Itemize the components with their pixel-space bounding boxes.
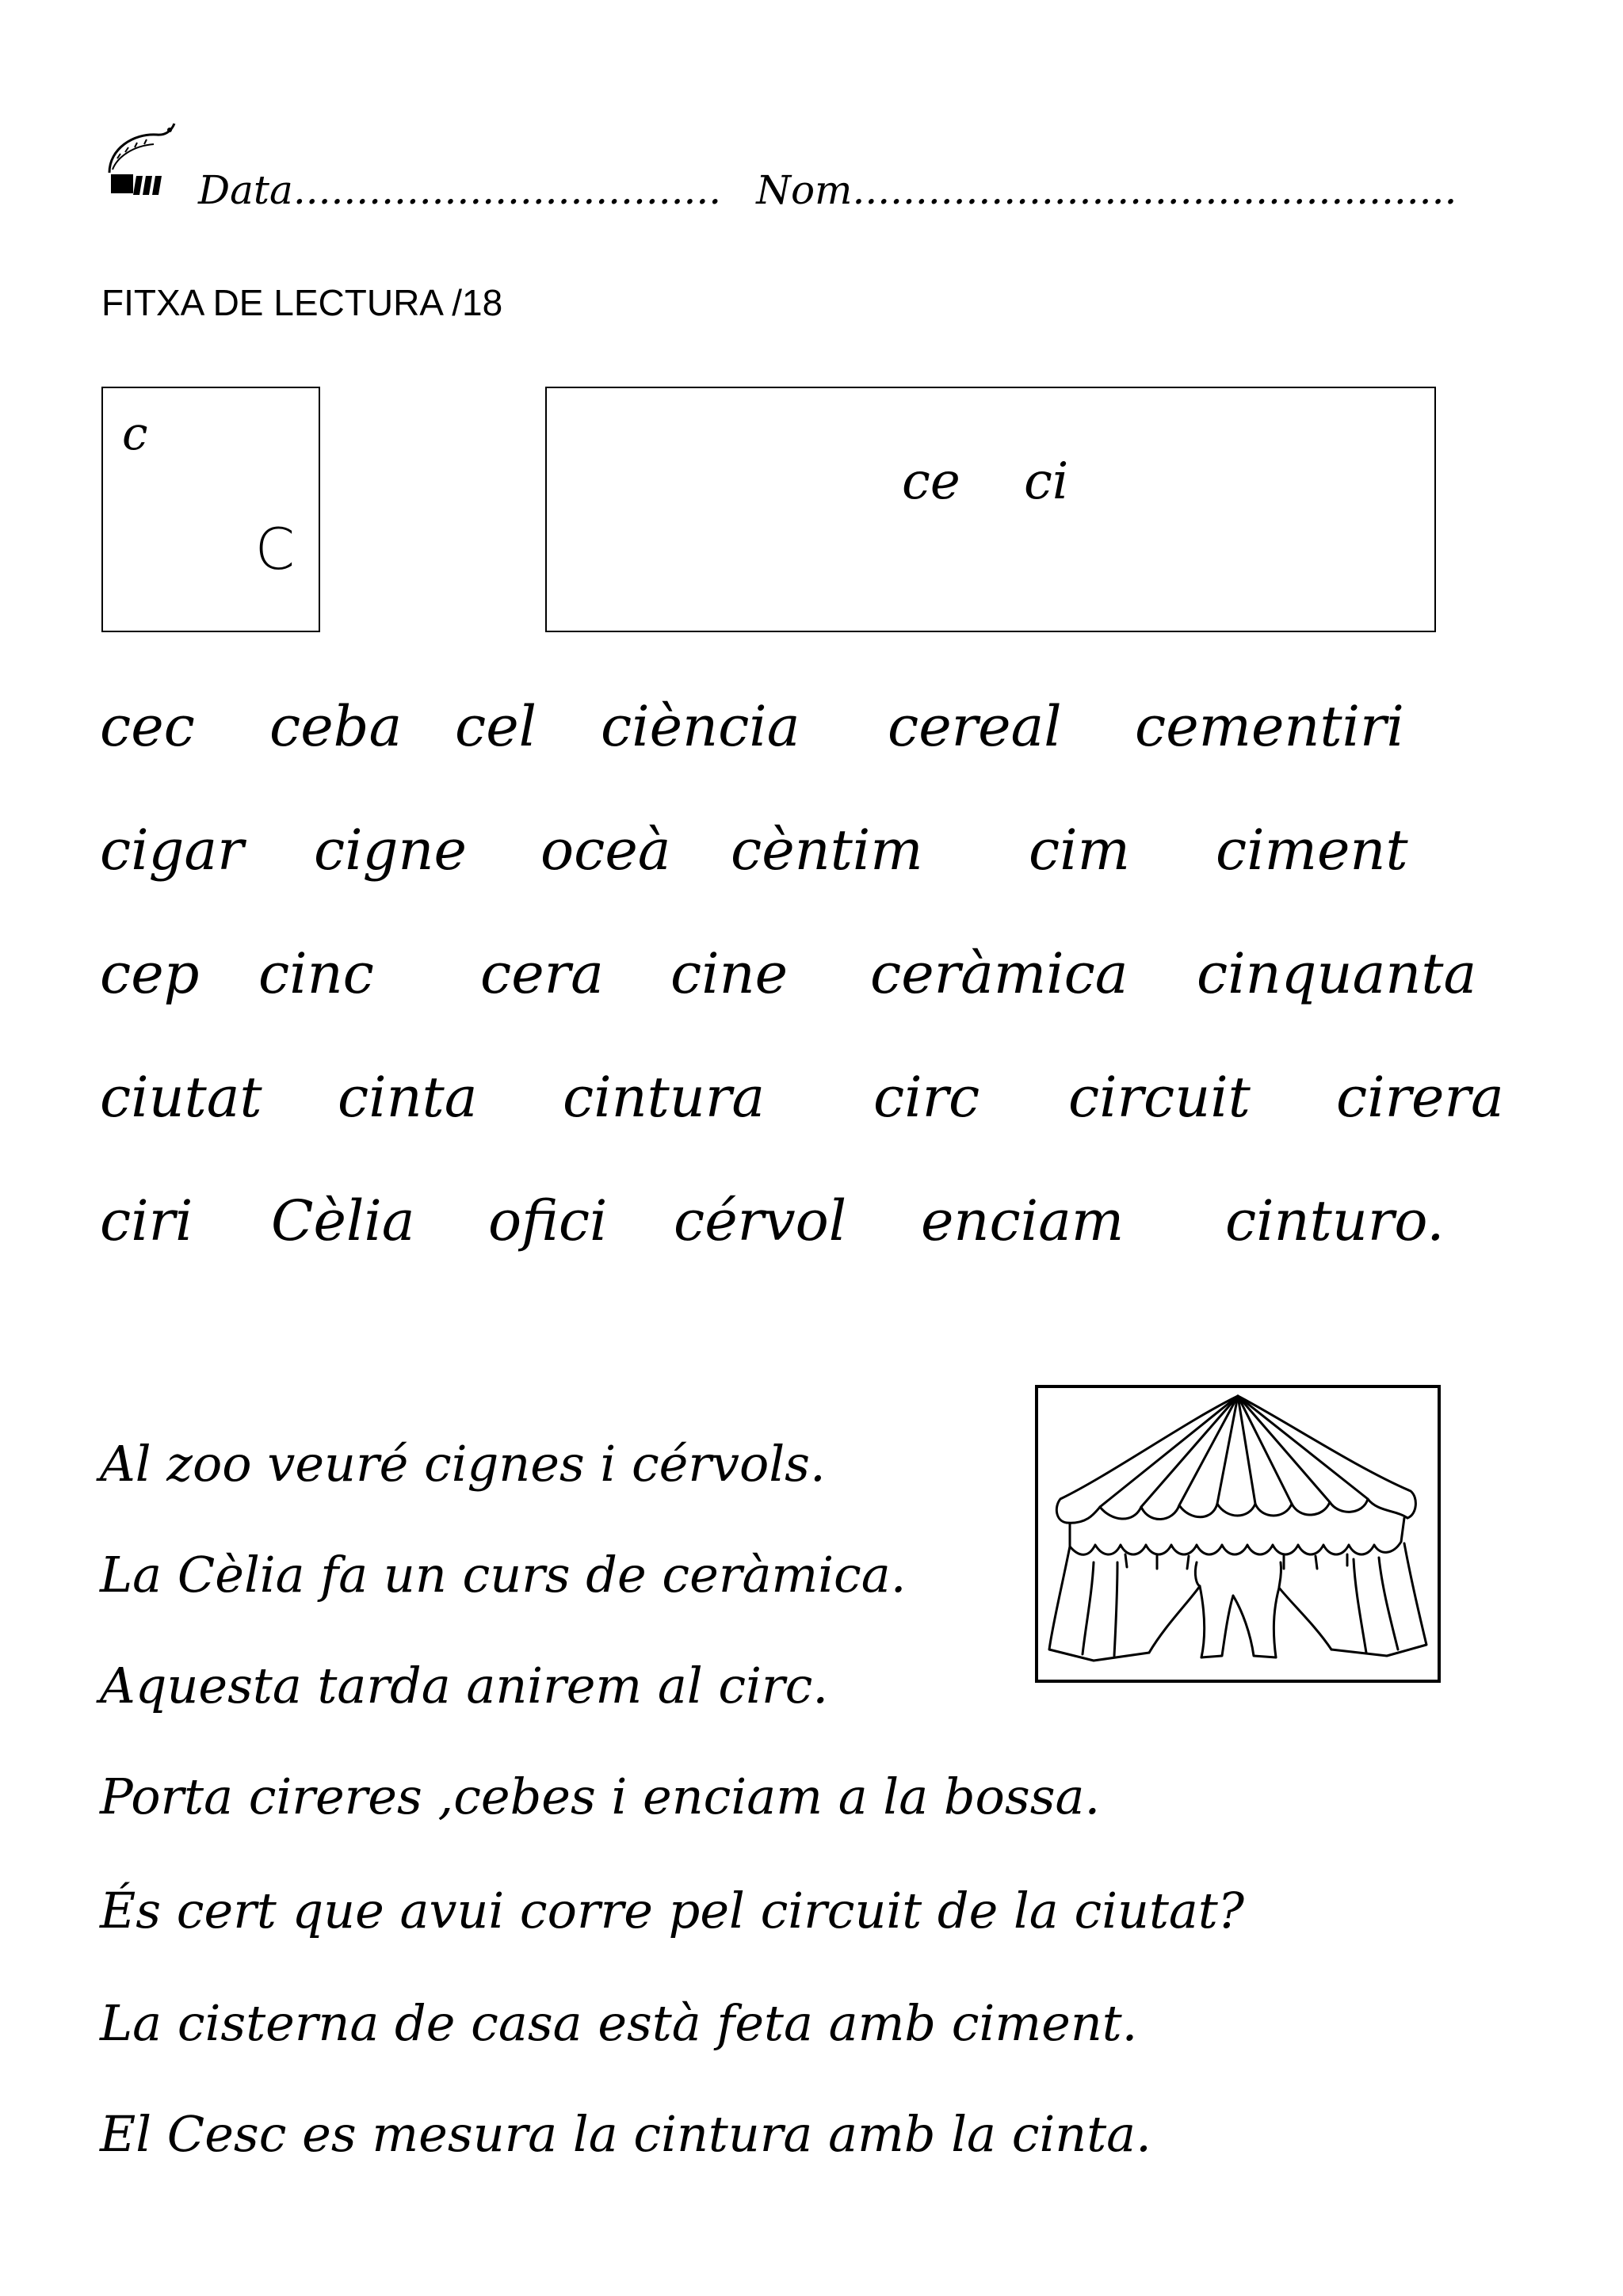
syllables-box [545,387,1436,632]
syllable: ce [902,452,960,511]
word: cementiri [1135,694,1404,759]
word: Cèlia [271,1188,415,1253]
word: cintura [563,1065,766,1130]
page-title: FITXA DE LECTURA /18 [101,282,503,323]
syllable: ci [1024,452,1069,511]
word: enciam [921,1188,1125,1253]
word: cera [480,941,604,1006]
sentence-6: La cisterna de casa està feta amb ciment. [100,1994,1138,2052]
uppercase-letter: C [254,516,295,582]
word: cep [100,941,200,1006]
word: cec [100,694,195,759]
date-label: Data [198,167,293,213]
word: cigne [314,818,467,883]
word: ciment [1216,818,1408,883]
word: cereal [888,694,1062,759]
word: cim [1029,818,1130,883]
word: cinquanta [1197,941,1477,1006]
word: cinturo. [1225,1188,1445,1253]
word: ofici [488,1188,608,1253]
word: oceà [540,818,671,883]
word: cel [455,694,537,759]
word: circuit [1068,1065,1251,1130]
word-row-3 [100,930,1558,1017]
date-field-dots[interactable]: .................................. [292,167,722,213]
word: ceba [269,694,403,759]
sentence-5: És cert que avui corre pel circuit de la ciutat? [100,1882,1244,1939]
header-fields [198,158,1498,222]
word: ceràmica [870,941,1128,1006]
word: cinta [338,1065,478,1130]
name-label: Nom [756,167,853,213]
word: cirera [1336,1065,1504,1130]
letter-box [101,387,320,632]
lowercase-letter: c [122,406,148,460]
word: cinc [258,941,374,1006]
sentence-3: Aquesta tarda anirem al circ. [100,1657,829,1714]
word: ciència [601,694,800,759]
word-row-1 [100,683,1558,770]
circus-tent-icon [1038,1388,1438,1680]
sentence-2: La Cèlia fa un curs de ceràmica. [100,1546,907,1604]
word: cérvol [674,1188,847,1253]
word-row-5 [100,1177,1558,1264]
sentence-1: Al zoo veuré cignes i cérvols. [100,1435,826,1493]
sentence-4: Porta cireres ,cebes i enciam a la bossa. [100,1768,1101,1825]
word-row-2 [100,807,1558,894]
word: cigar [100,818,244,883]
word: cine [670,941,789,1006]
circus-tent-picture [1035,1385,1441,1683]
word-row-4 [100,1054,1558,1141]
name-field-dots[interactable]: ................................................ [852,167,1457,213]
word: ciri [100,1188,193,1253]
word: circ [873,1065,980,1130]
school-logo-icon [101,117,181,204]
sentence-7: El Cesc es mesura la cintura amb la cinta. [100,2105,1151,2163]
word: cèntim [731,818,923,883]
word: ciutat [100,1065,262,1130]
